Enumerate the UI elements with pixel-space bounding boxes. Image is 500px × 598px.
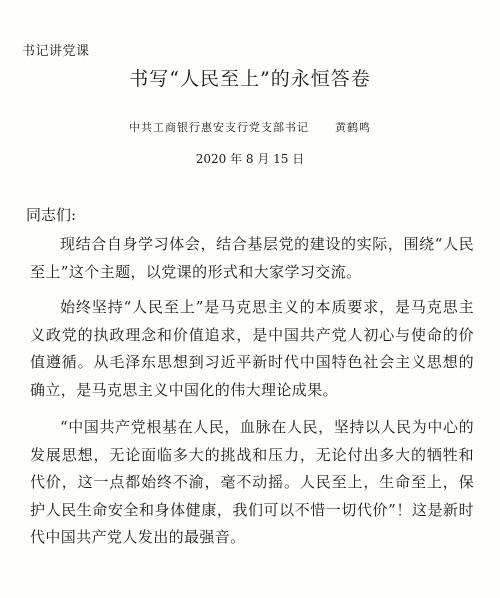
section-tag: 书记讲党课 xyxy=(22,44,90,59)
page-title: 书写“人民至上”的永恒答卷 xyxy=(129,68,371,90)
greeting: 同志们: xyxy=(26,206,77,224)
paragraph-2: 始终坚持“人民至上”是马克思主义的本质要求，是马克思主义政党的执政理念和价值追求，是中国共产党人初心与使命的价值遵循。从毛泽东思想到习近平新时代中国特色社会主义思想的确立，是马克思主义中国化的伟大理论成果。 xyxy=(30,298,474,399)
document-body xyxy=(30,231,474,552)
author-line xyxy=(0,119,500,135)
paragraph-1: 现结合自身学习体会，结合基层党的建设的实际，围绕“人民至上”这个主题，以党课的形式和大家学习交流。 xyxy=(30,235,474,281)
document-date: 2020 年 8 月 15 日 xyxy=(195,152,305,166)
author-organization: 中共工商银行惠安支行党支部书记 xyxy=(129,121,309,134)
paragraph-3: “中国共产党根基在人民，血脉在人民，坚持以人民为中心的发展思想，无论面临多大的挑战和压力，无论付出多大的牺牲和代价，这一点都始终不渝，毫不动摇。人民至上，生命至上，保护人民生命安全和身体健康，我们可以不惜一切代价”！这是新时代中国共产党人发出的最强音。 xyxy=(30,418,474,546)
author-name: 黄鹤鸣 xyxy=(335,121,371,134)
